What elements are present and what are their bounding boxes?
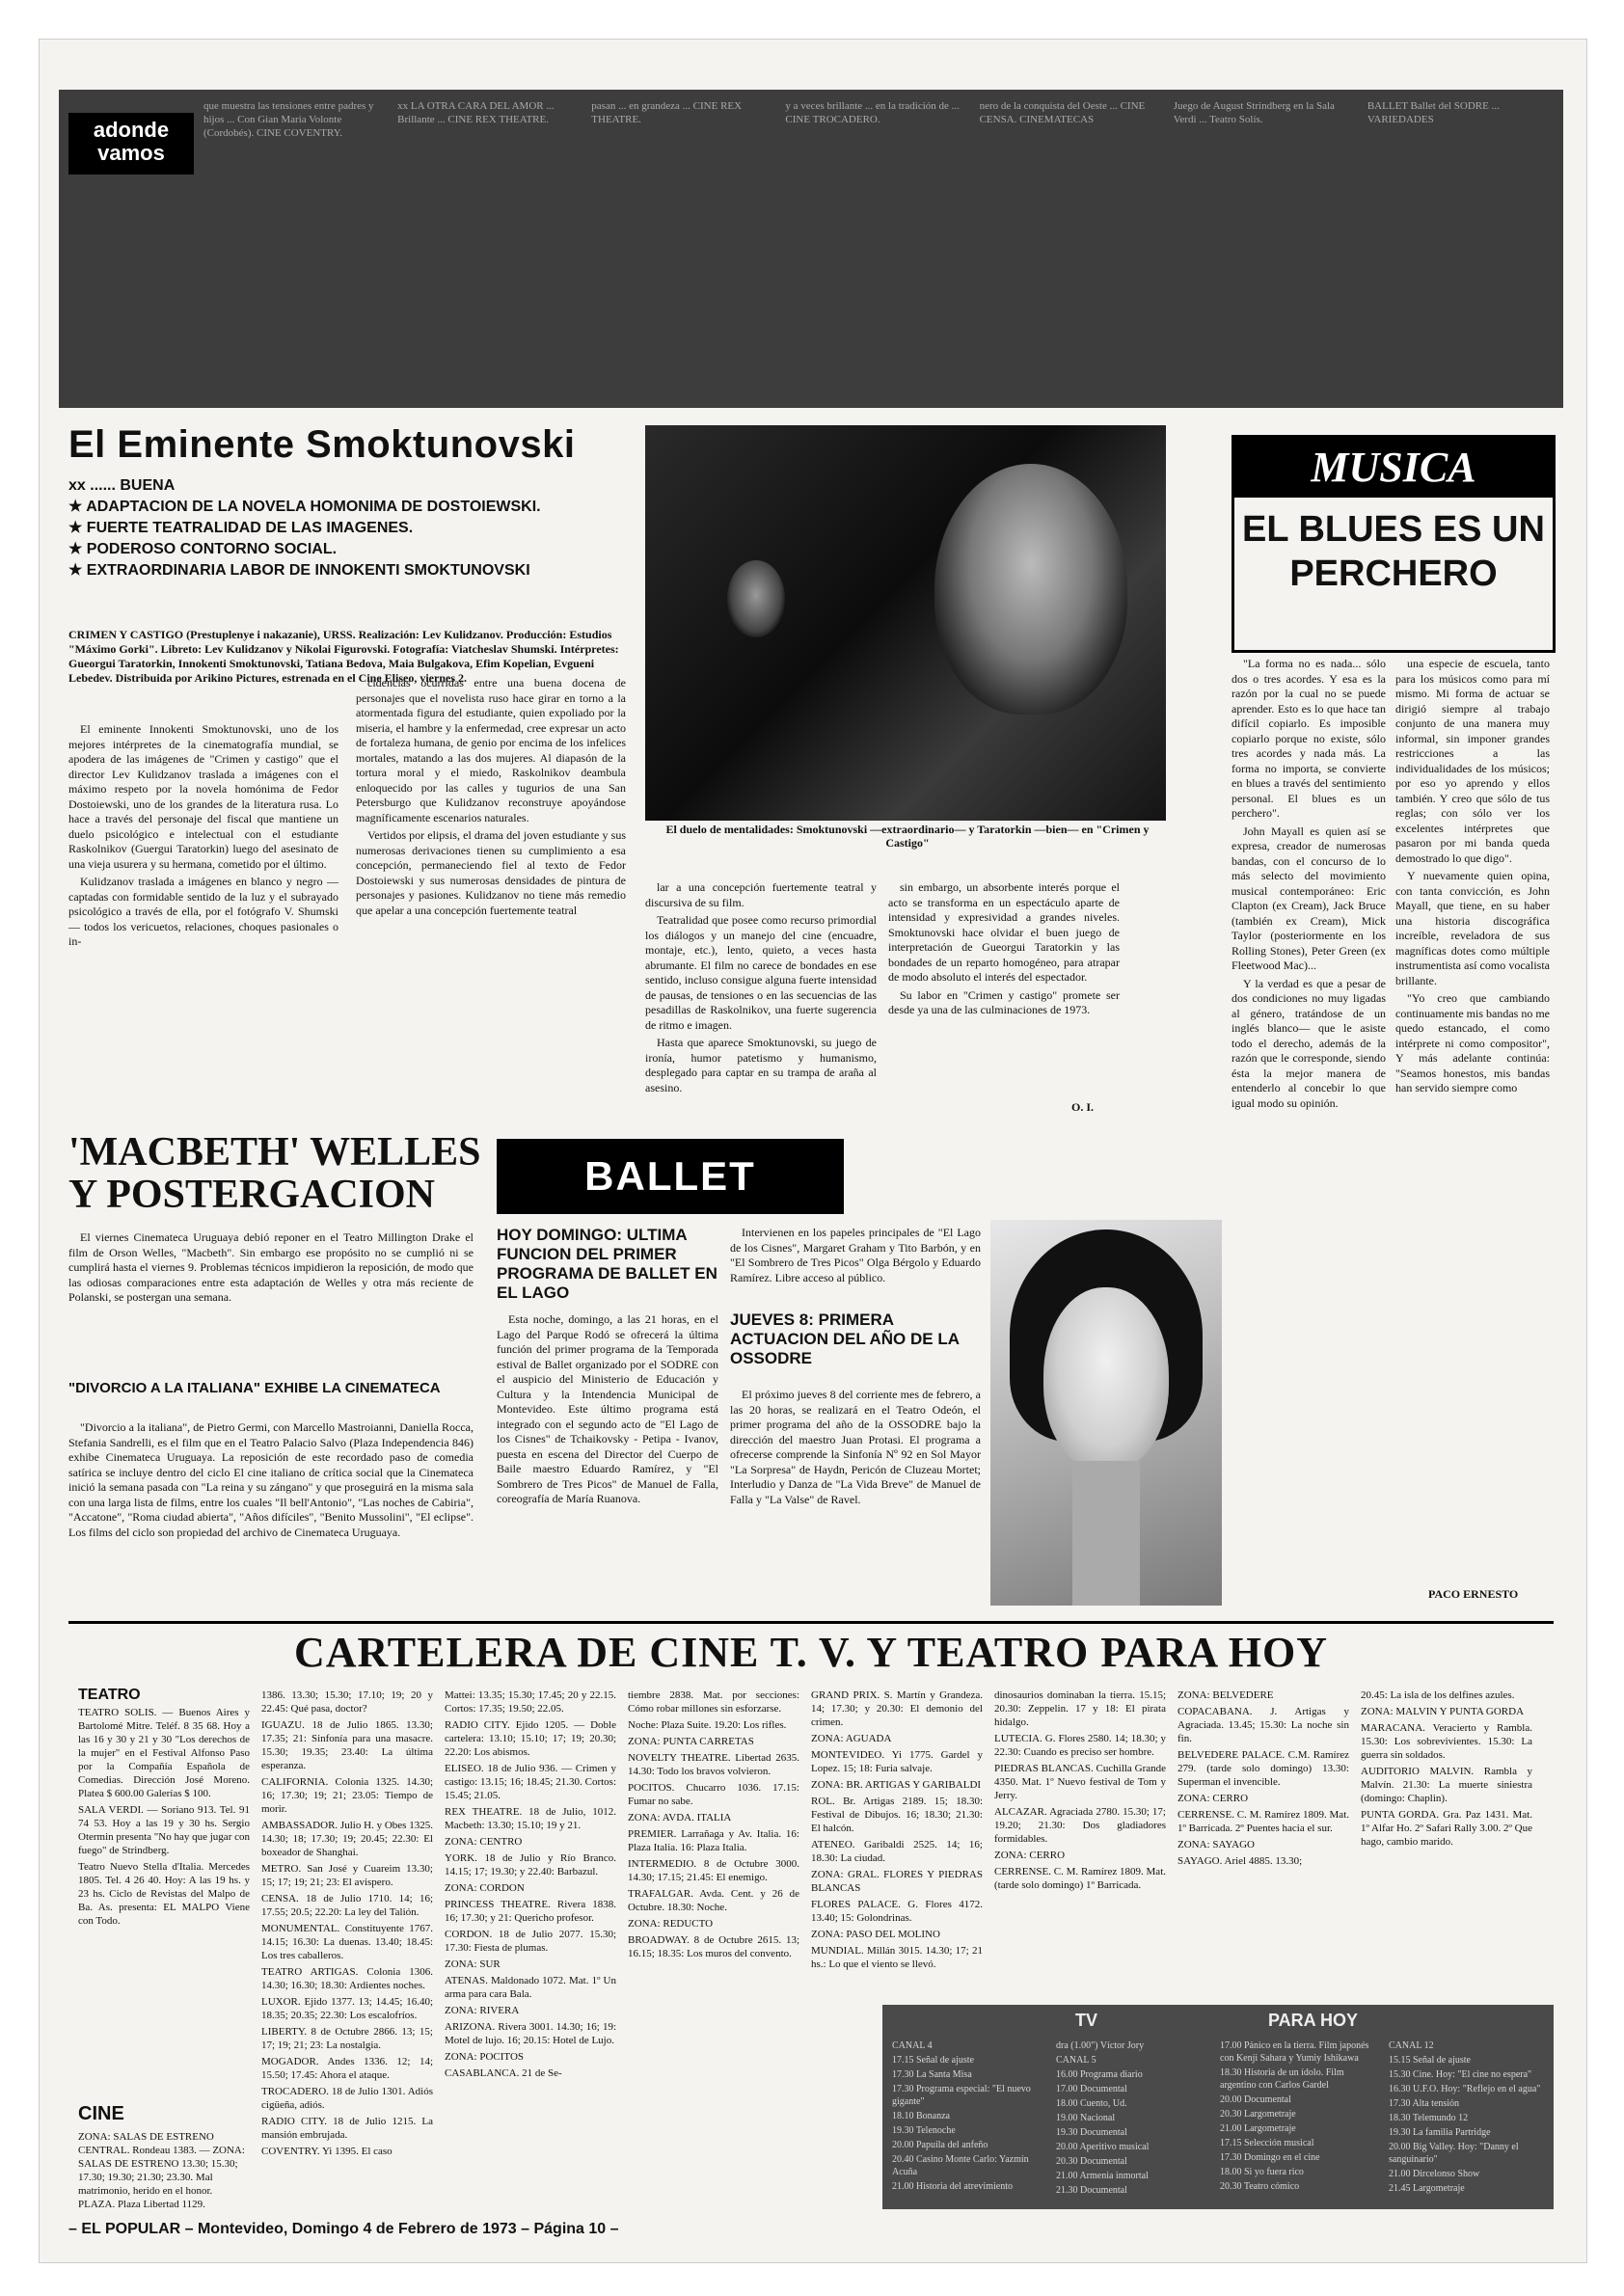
listing-item: CERRENSE. C. M. Ramírez 1809. Mat. (tarde solo domingo) 1º Barricada.	[994, 1866, 1166, 1891]
listings-column-2	[261, 1688, 433, 2161]
tv-item: 21.00 Largometraje	[1220, 2123, 1296, 2134]
tv-item: 17.15 Señal de ajuste	[892, 2055, 974, 2066]
tv-listings-box	[882, 2005, 1554, 2209]
listing-item: ZONA: AVDA. ITALIA	[628, 1812, 732, 1823]
ossodre-headline: JUEVES 8: PRIMERA ACTUACION DEL AÑO DE LA OSSODRE	[730, 1310, 960, 1367]
tv-item: dra (1.00") Víctor Jory	[1056, 2040, 1145, 2051]
musica-column-1	[1232, 657, 1386, 1114]
band-text: nero de la conquista del Oeste ... CINE CENSA. CINEMATECAS	[979, 100, 1146, 125]
listing-item: RADIO CITY. Ejido 1205. — Doble cartelera: 13.10; 15.10; 17; 19; 20.30; 22.20: Los abismos.	[445, 1719, 616, 1758]
cine-listing: ZONA: SALAS DE ESTRENO CENTRAL. Rondeau 1383. — ZONA: SALAS DE ESTRENO 13.30; 15.30; 17.30; 19.30; 21.30; 23.30. Mal matrimonio, herido en el honor. PLAZA. Plaza Libertad 1129.	[78, 2131, 245, 2210]
article-column-1	[68, 722, 338, 953]
photo-caption: El duelo de mentalidades: Smoktunovski —extraordinario— y Taratorkin —bien— en "Crimen y Castigo"	[665, 823, 1150, 850]
listing-item: PREMIER. Larrañaga y Av. Italia. 16: Plaza Italia. 16: Plaza Italia.	[628, 1828, 799, 1853]
listing-item: MONUMENTAL. Constituyente 1767. 14.15; 16.30: La duenas. 13.40; 18.45: Los tres caballeros.	[261, 1923, 433, 1961]
tv-item: CANAL 4	[892, 2040, 933, 2051]
listing-item: ZONA: GRAL. FLORES Y PIEDRAS BLANCAS	[811, 1869, 983, 1894]
listing-item: AUDITORIO MALVIN. Rambla y Malvín. 21.30: La muerte siniestra (domingo: Chaplin).	[1361, 1766, 1532, 1804]
listing-item: tiembre 2838. Mat. por secciones: Cómo robar millones sin esforzarse.	[628, 1689, 799, 1715]
band-column	[591, 99, 777, 398]
band-column	[980, 99, 1166, 398]
bullet-item: ★ ADAPTACION DE LA NOVELA HOMONIMA DE DOSTOIEWSKI.	[68, 499, 541, 515]
tv-item: 18.00 Si yo fuera rico	[1220, 2167, 1304, 2177]
cartelera-headline: CARTELERA DE CINE T. V. Y TEATRO PARA HOY	[68, 1621, 1554, 1682]
listing-item: PIEDRAS BLANCAS. Cuchilla Grande 4350. Mat. 1º Nuevo festival de Tom y Jerry.	[994, 1763, 1166, 1801]
listing-item: AMBASSADOR. Julio H. y Obes 1325. 14.30; 18; 17.30; 19; 20.45; 22.30: El boxeador de Shanghai.	[261, 1820, 433, 1858]
listing-item: CALIFORNIA. Colonia 1325. 14.30; 16; 17.30; 19; 21; 23.05: Tiempo de morir.	[261, 1776, 433, 1815]
paragraph: Esta noche, domingo, a las 21 horas, en el Lago del Parque Rodó se ofrecerá la última función del primer programa de la Temporada estival de Ballet organizado por el SODRE con el auspicio del Ministerio de Educación y Cultura y la Intendencia Municipal de Montevideo. Este último programa está integrado con el segundo acto de "El Lago de los Cisnes" de Tchaikovsky - Petipa - Ivanov, puesta en escena del Director del Cuerpo de Baile maestro Eduardo Ramírez, y "El Sombrero de Tres Picos" de Manuel de Falla, coreografía de María Ruanova.	[497, 1312, 718, 1505]
listing-item: RADIO CITY. 18 de Julio 1215. La mansión embrujada.	[261, 2116, 433, 2141]
paragraph: "La forma no es nada... sólo dos o tres acordes. Y esa es la razón por la cual no se puede aprender. Esto es lo que hace tan difícil copiarlo. Es imposible copiarlo porque no existe, sólo tres acordes y nada más. La forma no importa, se convierte en blues a través del sentimiento personal. El blues es un perchero".	[1232, 657, 1386, 820]
musica-header-box	[1232, 435, 1556, 653]
listing-item: ZONA: POCITOS	[445, 2051, 525, 2063]
listing-item: ZONA: CORDON	[445, 1882, 525, 1894]
band-column	[397, 99, 583, 398]
listing-item: POCITOS. Chucarro 1036. 17.15: Fumar no sabe.	[628, 1782, 799, 1807]
paragraph: "Yo creo que cambiando continuamente mis bandas no me quedo estancado, el como intérprete ni como compositor", Y más adelante continúa: "Seamos honestos, mis bandas han servido siempre como	[1395, 991, 1550, 1094]
band-column	[1367, 99, 1554, 398]
listing-item: YORK. 18 de Julio y Río Branco. 14.15; 17; 19.30; y 22.40: Barbazul.	[445, 1852, 616, 1877]
tv-item: 20.00 Documental	[1220, 2094, 1291, 2105]
ballet-hoy-body	[497, 1312, 718, 1510]
listing-item: ATENAS. Maldonado 1072. Mat. 1º Un arma para cara Bala.	[445, 1975, 616, 2000]
tv-item: 19.30 Telenoche	[892, 2125, 956, 2136]
paragraph: Hasta que aparece Smoktunovski, su juego de ironía, humor patetismo y humanismo, desplegado para captar en su trampa de araña al asesino.	[645, 1036, 877, 1094]
paragraph: lar a una concepción fuertemente teatral y discursiva de su film.	[645, 880, 877, 909]
band-text: xx LA OTRA CARA DEL AMOR ... Brillante ... CINE REX THEATRE.	[397, 100, 555, 125]
newspaper-page	[39, 39, 1587, 2263]
band-text: Juego de August Strindberg en la Sala Verdi ... Teatro Solís.	[1173, 100, 1335, 125]
tv-item: 20.00 Aperitivo musical	[1056, 2142, 1150, 2152]
tv-item: 18.30 Telemundo 12	[1389, 2113, 1469, 2123]
tv-item: 21.00 Historia del atrevimiento	[892, 2181, 1013, 2192]
listing-item: GRAND PRIX. S. Martín y Grandeza. 14; 17.30; y 20.30: El demonio del crimen.	[811, 1689, 983, 1728]
paragraph: Su labor en "Crimen y castigo" promete ser desde ya una de las culminaciones de 1973.	[888, 987, 1120, 1016]
adonde-vamos-band	[59, 90, 1563, 408]
adonde-vamos-label: adonde vamos	[68, 113, 194, 175]
tv-item: 20.30 Documental	[1056, 2156, 1127, 2167]
listing-item: TROCADERO. 18 de Julio 1301. Adiós cigüeña, adiós.	[261, 2086, 433, 2111]
listings-teatro	[78, 1688, 250, 1931]
listing-item: COVENTRY. Yi 1395. El caso	[261, 2146, 392, 2157]
listings-column-7	[1177, 1688, 1349, 1997]
tv-item: 20.00 Papuila del anfeño	[892, 2140, 988, 2150]
paragraph: Kulidzanov traslada a imágenes en blanco y negro —captadas con formidable sentido de la luz y el subrayado psicológico a través de ella, por el fotógrafo V. Shumski— todos los vericuetos, relaciones, choques pasionales o in-	[68, 875, 338, 948]
tv-item: 18.10 Bonanza	[892, 2111, 950, 2121]
listing-item: BROADWAY. 8 de Octubre 2615. 13; 16.15; 18.35: Los muros del convento.	[628, 1934, 799, 1959]
tv-column-3	[1220, 2039, 1374, 2195]
listing-item: INTERMEDIO. 8 de Octubre 3000. 14.30; 17.15; 21.45: El enemigo.	[628, 1858, 799, 1883]
listing-item: CENSA. 18 de Julio 1710. 14; 16; 17.55; 20.5; 22.20: La ley del Talión.	[261, 1893, 433, 1918]
tv-item: 16.00 Programa diario	[1056, 2069, 1143, 2080]
tv-item: 17.00 Documental	[1056, 2084, 1127, 2094]
listing-item: MARACANA. Veracierto y Rambla. 15.30: Los sobrevivientes. 15.30: La guerra sin soldados.	[1361, 1722, 1532, 1761]
tv-item: 20.40 Casino Monte Carlo: Yazmín Acuña	[892, 2154, 1029, 2177]
article-headline: El Eminente Smoktunovski	[68, 423, 576, 466]
tv-item: 21.00 Armenia inmortal	[1056, 2171, 1149, 2181]
band-text: pasan ... en grandeza ... CINE REX THEATRE.	[591, 100, 743, 125]
listing-item: CORDON. 18 de Julio 2077. 15.30; 17.30: Fiesta de plumas.	[445, 1929, 616, 1954]
listing-item: COPACABANA. J. Artigas y Agraciada. 13.45; 15.30: La noche sin fin.	[1177, 1706, 1349, 1744]
paragraph: Teatralidad que posee como recurso primordial los diálogos y un manejo del cine (encuadre, montaje, etc.), lento, quieto, a veces hasta abrumante. El film no carece de bondades en ese sentido, incluso consigue alguna fuerte intensidad de pausas, de tensiones o en las secuencias de las pesadillas de Raskolnikov, una fuerte sugerencia de ritmo e imagen.	[645, 913, 877, 1032]
musica-signature: PACO ERNESTO	[1428, 1587, 1519, 1601]
paragraph: Vertidos por elipsis, el drama del joven estudiante y sus numerosas derivaciones tienen su cumplimiento a esa concepción, permaneciendo fiel al texto de Fedor Dostoiewski y sus numerosas densidades de pintura de personajes y pasiones. Kulidzanov no tiene más remedio que apelar a una concepción fuertemente teatral	[356, 828, 626, 917]
listings-column-8	[1361, 1688, 1532, 1997]
band-column	[785, 99, 971, 398]
ballet-section-bar: BALLET	[497, 1139, 844, 1214]
band-column	[1174, 99, 1360, 398]
film-still-photo	[645, 425, 1166, 821]
listing-item: LUTECIA. G. Flores 2580. 14; 18.30; y 22.30: Cuando es preciso ser hombre.	[994, 1733, 1166, 1758]
listing-item: ZONA: SUR	[445, 1958, 501, 1970]
band-text: BALLET Ballet del SODRE ... VARIEDADES	[1367, 100, 1500, 125]
bullet-item: ★ FUERTE TEATRALIDAD DE LAS IMAGENES.	[68, 520, 414, 536]
bullet-item: ★ PODEROSO CONTORNO SOCIAL.	[68, 541, 338, 557]
paragraph: Y la verdad es que a pesar de dos condiciones no muy ligadas al género, tratándose de un inglés blanco— que le asiste todo el derecho, además de la razón que le corresponde, siendo ésta la mejor manera de entenderlo al concebir lo que igual modo su opinión.	[1232, 976, 1386, 1110]
tv-item: 20.30 Teatro cómico	[1220, 2181, 1300, 2192]
listing-item: 20.45: La isla de los delfines azules.	[1361, 1689, 1515, 1701]
listing-item: ARIZONA. Rivera 3001. 14.30; 16; 19: Motel de lujo. 16; 20.15: Hotel de Lujo.	[445, 2021, 616, 2046]
band-text: y a veces brillante ... en la tradición de ... CINE TROCADERO.	[785, 100, 960, 125]
dancer-portrait-photo	[990, 1220, 1222, 1606]
tv-heading: TV	[1075, 2011, 1098, 2030]
section-label: MUSICA	[1234, 438, 1553, 498]
listing-item: MOGADOR. Andes 1336. 12; 14; 15.50; 17.45: Ahora el ataque.	[261, 2056, 433, 2081]
listing-item: METRO. San José y Cuareim 13.30; 15; 17; 19; 21; 23: El avispero.	[261, 1863, 433, 1888]
tv-item: 17.00 Pánico en la tierra. Film japonés con Kenji Sahara y Yumiy Ishikawa	[1220, 2040, 1369, 2064]
band-text: que muestra las tensiones entre padres y hijos ... Con Gian Maria Volonte (Cordobés). CINE COVENTRY.	[203, 100, 374, 139]
tv-column-1	[892, 2039, 1046, 2195]
tv-item: 20.00 Big Valley. Hoy: "Danny el sanguinario"	[1389, 2142, 1519, 2165]
paragraph: Y nuevamente quien opina, con tanta convicción, es John Mayall, que tiene, en su haber una historia discográfica increíble, reveladora de sus magníficas dotes como múltiple instrumentista así como vocalista brillante.	[1395, 869, 1550, 987]
tv-item: 17.30 Programa especial: "El nuevo gigante"	[892, 2084, 1031, 2107]
listing-item: Noche: Plaza Suite. 19.20: Los rifles.	[628, 1719, 787, 1731]
paragraph: El viernes Cinemateca Uruguaya debió reponer en el Teatro Millington Drake el film de Orson Welles, "Macbeth". Sin embargo ese propósito no se cumplió ni se cumplirá hasta el viernes 9. Problemas técnicos impidieron la reposición, de modo que las odiosas comparaciones entre esta adaptación de Welles y otra más reciente de Polanski, se postergan una semana.	[68, 1230, 474, 1304]
ossodre-body	[730, 1388, 981, 1510]
tv-item: 18.00 Cuento, Ud.	[1056, 2098, 1127, 2109]
paragraph: una especie de escuela, tanto para los músicos como para mí mismo. Mi forma de actuar se dirigió siempre al trabajo conjunto de una manera muy informal, sin imponer grandes restricciones a las individualidades de los músicos; por eso yo aprendo y ellos también. Y creo que sólo de tus reglas; con sólo ver los excelentes intérpretes que pasaron por mi banda queda demostrado lo que digo".	[1395, 657, 1550, 865]
listing-item: LUXOR. Ejido 1377. 13; 14.45; 16.40; 18.35; 20.35; 22.30: Los escalofríos.	[261, 1996, 433, 2021]
adonde-vamos-columns	[203, 99, 1554, 398]
listing-item: PUNTA GORDA. Gra. Paz 1431. Mat. 1º Alfar Ho. 2º Safari Rally 3.00. 2º Que hago, cambio marido.	[1361, 1809, 1532, 1848]
tv-item: 21.45 Largometraje	[1389, 2183, 1465, 2194]
listing-item: MUNDIAL. Millán 3015. 14.30; 17; 21 hs.: Lo que el viento se llevó.	[811, 1945, 983, 1970]
listing-item: CERRENSE. C. M. Ramírez 1809. Mat. 1º Barricada. 2º Puentes hacia el sur.	[1177, 1809, 1349, 1834]
tv-item: CANAL 12	[1389, 2040, 1434, 2051]
listing-item: ZONA: AGUADA	[811, 1733, 892, 1744]
listing-item: CASABLANCA. 21 de Se-	[445, 2067, 562, 2079]
ballet-hoy-headline: HOY DOMINGO: ULTIMA FUNCION DEL PRIMER PROGRAMA DE BALLET EN EL LAGO	[497, 1226, 717, 1302]
listing-item: ZONA: PASO DEL MOLINO	[811, 1929, 940, 1940]
article-column-2	[356, 676, 626, 921]
listings-column-5	[811, 1688, 983, 1974]
article-column-4	[888, 880, 1120, 1021]
band-column	[203, 99, 390, 398]
listing-item: REX THEATRE. 18 de Julio, 1012. Macbeth: 13.30; 15.10; 19 y 21.	[445, 1806, 616, 1831]
actor-face	[727, 560, 785, 637]
listings-column-3	[445, 1688, 616, 2083]
tv-item: 16.30 U.F.O. Hoy: "Reflejo en el agua"	[1389, 2084, 1541, 2094]
divorcio-subheadline: "DIVORCIO A LA ITALIANA" EXHIBE LA CINEMATECA	[68, 1380, 441, 1396]
tv-item: 17.30 La Santa Misa	[892, 2069, 972, 2080]
macbeth-body	[68, 1230, 474, 1309]
listing-item: TEATRO ARTIGAS. Colonia 1306. 14.30; 16.30; 18.30: Ardientes noches.	[261, 1966, 433, 1991]
listing-item: TEATRO SOLIS. — Buenos Aires y Bartolomé Mitre. Teléf. 8 35 68. Hoy a las 16 y 30 y 21 y 30 "Los derechos de la mujer" en el Festival Alfonso Paso por la Compañía Española de Comedias. Dirección José Moreno. Platea $ 600.00 Galerías $ 100.	[78, 1707, 250, 1799]
listing-item: MONTEVIDEO. Yi 1775. Gardel y Lopez. 15; 18: Furia salvaje.	[811, 1749, 983, 1774]
listing-item: ROL. Br. Artigas 2189. 15; 18.30: Festival de Dibujos. 16; 18.30; 21.30: El halcón.	[811, 1796, 983, 1834]
teatro-heading: TEATRO	[78, 1687, 141, 1703]
tv-item: 19.30 Documental	[1056, 2127, 1127, 2138]
listing-item: ZONA: MALVIN Y PUNTA GORDA	[1361, 1706, 1525, 1717]
listing-item: TRAFALGAR. Avda. Cent. y 26 de Octubre. 18.30: Noche.	[628, 1888, 799, 1913]
dancer-face	[1043, 1287, 1169, 1471]
paragraph: El próximo jueves 8 del corriente mes de febrero, a las 20 horas, se realizará en el Teatro Odeón, el primer programa del año de la OSSODRE bajo la dirección del maestro Juan Protasi. El programa a ofrecerse comprende la Sinfonía Nº 92 en Sol Mayor "La Sorpresa" de Haydn, Pericón de Cluzeau Mortet; Interludio y Danza de "La Vida Breve" de Manuel de Falla y "La Valse" de Ravel.	[730, 1388, 981, 1506]
listing-item: ATENEO. Garibaldi 2525. 14; 16; 18.30: La ciudad.	[811, 1839, 983, 1864]
cine-heading: CINE	[78, 2103, 124, 2124]
listings-column-6	[994, 1688, 1166, 1997]
paragraph: "Divorcio a la italiana", de Pietro Germi, con Marcello Mastroianni, Daniella Rocca, Stefania Sandrelli, es el film que en el Teatro Palacio Salvo (Plaza Independencia 846) exhibe Cinemateca Uruguaya. La reposición de este recordado paso de comedia satírica se incluye dentro del ciclo El cine italiano de crítica social que la Cinemateca inició la semana pasada con "La reina y su zángano" y que proseguirá en la misma sala con una larga lista de films, entre los cuales "Il bell'Antonio", "Las noches de Cabiria", "Accatone", "Roma ciudad abierta", "Años difíciles", "Benito Mussolini", "El eclipse". Los films del ciclo son propiedad del archivo de Cinemateca Uruguaya.	[68, 1420, 474, 1539]
tv-item: 19.30 La familia Partridge	[1389, 2127, 1491, 2138]
para-hoy-heading: PARA HOY	[1268, 2011, 1359, 2030]
listing-item: ELISEO. 18 de Julio 936. — Crimen y castigo: 13.15; 16; 18.45; 21.30. Cortos: 15.45; 21.05.	[445, 1763, 616, 1801]
listing-item: ZONA: CERRO	[994, 1850, 1066, 1861]
tv-item: 15.30 Cine. Hoy: "El cine no espera"	[1389, 2069, 1532, 2080]
ballet-cast-text	[730, 1226, 981, 1288]
listing-item: NOVELTY THEATRE. Libertad 2635. 14.30: Todo los bravos volvieron.	[628, 1752, 799, 1777]
listing-item: BELVEDERE PALACE. C.M. Ramírez 279. (tarde solo domingo) 13.30: Superman el invencible.	[1177, 1749, 1349, 1788]
listing-item: ZONA: BR. ARTIGAS Y GARIBALDI	[811, 1779, 982, 1791]
tv-item: 21.30 Documental	[1056, 2185, 1127, 2196]
listing-item: ZONA: CENTRO	[445, 1836, 523, 1848]
tv-item: 17.30 Domingo en el cine	[1220, 2152, 1320, 2163]
listing-item: PRINCESS THEATRE. Rivera 1838. 16; 17.30; y 21: Quericho profesor.	[445, 1899, 616, 1924]
listing-item: FLORES PALACE. G. Flores 4172. 13.40; 15: Golondrinas.	[811, 1899, 983, 1924]
tv-item: 15.15 Señal de ajuste	[1389, 2055, 1471, 2066]
listing-item: ALCAZAR. Agraciada 2780. 15.30; 17; 19.20; 21.30: Dos gladiadores formidables.	[994, 1806, 1166, 1845]
macbeth-headline: 'MACBETH' WELLES Y POSTERGACION	[68, 1130, 481, 1217]
tv-column-4	[1389, 2039, 1543, 2197]
listing-item: LIBERTY. 8 de Octubre 2866. 13; 15; 17; 19; 21; 23: La nostalgia.	[261, 2026, 433, 2051]
bullet-item: ★ EXTRAORDINARIA LABOR DE INNOKENTI SMOKTUNOVSKI	[68, 562, 530, 579]
listing-item: SALA VERDI. — Soriano 913. Tel. 91 74 53. Hoy a las 19 y 30 hs. Sergio Otermin presenta "No hay que jugar con fuego" de Strindberg.	[78, 1804, 250, 1856]
paragraph: Intervienen en los papeles principales de "El Lago de los Cisnes", Margaret Graham y Tito Barbón, y en "El Sombrero de Tres Picos" Olga Bérgolo y Eduardo Ramírez. Libre acceso al público.	[730, 1226, 981, 1284]
tv-item: 21.00 Dircelonso Show	[1389, 2169, 1480, 2179]
listing-item: Mattei: 13.35; 15.30; 17.45; 20 y 22.15. Cortos: 17.35; 19.50; 22.05.	[445, 1689, 616, 1715]
listing-item: ZONA: REDUCTO	[628, 1918, 714, 1930]
listing-item: dinosaurios dominaban la tierra. 15.15; 20.30: Zeppelin. 17 y 18: El pirata hidalgo.	[994, 1689, 1166, 1728]
tv-item: 18.30 Historia de un ídolo. Film argentino con Carlos Gardel	[1220, 2067, 1344, 2091]
listing-item: ZONA: SAYAGO	[1177, 1839, 1255, 1850]
dancer-neck	[1072, 1461, 1140, 1606]
tv-column-2	[1056, 2039, 1210, 2199]
listing-item: 1386. 13.30; 15.30; 17.10; 19; 20 y 22.45: Qué pasa, doctor?	[261, 1689, 433, 1715]
page-footer: – EL POPULAR – Montevideo, Domingo 4 de Febrero de 1973 – Página 10 –	[68, 2221, 619, 2237]
divorcio-body	[68, 1420, 474, 1543]
tv-item: 19.00 Nacional	[1056, 2113, 1116, 2123]
musica-column-2	[1395, 657, 1550, 1099]
listing-item: ZONA: RIVERA	[445, 2005, 520, 2016]
paragraph: John Mayall es quien así se expresa, creador de numerosas bandas, con el concurso de lo más selecto del movimiento musical contemporáneo: Eric Clapton (ex Cream), Jack Bruce (también ex Cream), Mick Taylor (posteriormente en los Rolling Stones), Peter Green (ex Fleetwood Mac)...	[1232, 824, 1386, 972]
tv-item: 20.30 Largometraje	[1220, 2109, 1296, 2120]
paragraph: cidencias ocurridas entre una buena docena de personajes que el novelista ruso hace girar en torno a la atormentada figura del estudiante, quien expoliado por la miseria, el hambre y la enfermedad, cree expresar un acto de fortaleza humana, de genio por encima de los infelices mortales, matando a las dos mujeres. Al diapasón de la tortura moral y el miedo, Raskolnikov deambula enloquecido por las calles y tugurios de una San Petersburgo que Kulidzanov reconstruye apoyándose magníficamente escenarios naturales.	[356, 676, 626, 824]
listing-item: ZONA: BELVEDERE	[1177, 1689, 1274, 1701]
paragraph: sin embargo, un absorbente interés porque el acto se transforma en un espectáculo aparte de intensidad y expresividad a grandes niveles. Smoktunovski hace olvidar el buen juego de interpretación de Gueorgui Taratorkin y las bondades de un reparto homogéneo, para atrapar de modo absoluto el interés del espectador.	[888, 880, 1120, 984]
article-column-3	[645, 880, 877, 1098]
actor-face	[934, 464, 1127, 715]
tv-item: 17.15 Selección musical	[1220, 2138, 1314, 2148]
rating: xx ...... BUENA	[68, 477, 176, 494]
listing-item: SAYAGO. Ariel 4885. 13.30;	[1177, 1855, 1303, 1867]
listings-column-4	[628, 1688, 799, 1963]
listing-item: IGUAZU. 18 de Julio 1865. 13.30; 17.35; 21: Sinfonía para una masacre. 15.30; 19.35; 23.40: La última esperanza.	[261, 1719, 433, 1771]
film-credits: CRIMEN Y CASTIGO (Prestuplenye i nakazanie), URSS. Realización: Lev Kulidzanov. Producción: Estudios "Máximo Gorki". Libreto: Lev Kulidzanov y Nikolai Figurovski. Fotografía: Viatcheslav Shumski. Intérpretes: Gueorgui Taratorkin, Innokenti Smoktunovski, Tatiana Bedova, Maia Bulgakova, Efim Kopelian, Evgueni Lebedev. Distribuida por Arikino Pictures, estrenada en el Cine Eliseo, viernes 2.	[68, 628, 619, 685]
listing-item: ZONA: CERRO	[1177, 1793, 1249, 1804]
tv-item: 17.30 Alta tensión	[1389, 2098, 1460, 2109]
review-bullets	[68, 475, 609, 581]
tv-item: CANAL 5	[1056, 2055, 1096, 2066]
listing-item: Teatro Nuevo Stella d'Italia. Mercedes 1805. Tel. 4 26 40. Hoy: A las 19 hs. y 23 hs. Ciclo de Revistas del Malpo de Ba. As. presenta: EL MALPO Viene con Todo.	[78, 1861, 250, 1927]
listing-item: ZONA: PUNTA CARRETAS	[628, 1736, 754, 1747]
musica-headline: EL BLUES ES UN PERCHERO	[1242, 509, 1545, 594]
article-signature: O. I.	[1071, 1100, 1095, 1114]
paragraph: El eminente Innokenti Smoktunovski, uno de los mejores intérpretes de la cinematografía mundial, se apodera de las imágenes de "Crimen y castigo" que el director Lev Kulidzanov traslada a imágenes con el máximo respeto por la novela homónima de Fedor Dostoiewski, uno de los grandes de la literatura rusa. Lo hace a través del personaje del fiscal que mantiene un duelo psicológico e intelectual con el estudiante Raskolnikov (Guergui Taratorkin) luego del asesinato de una vieja usurera y su hermana, cometido por el último.	[68, 722, 338, 871]
